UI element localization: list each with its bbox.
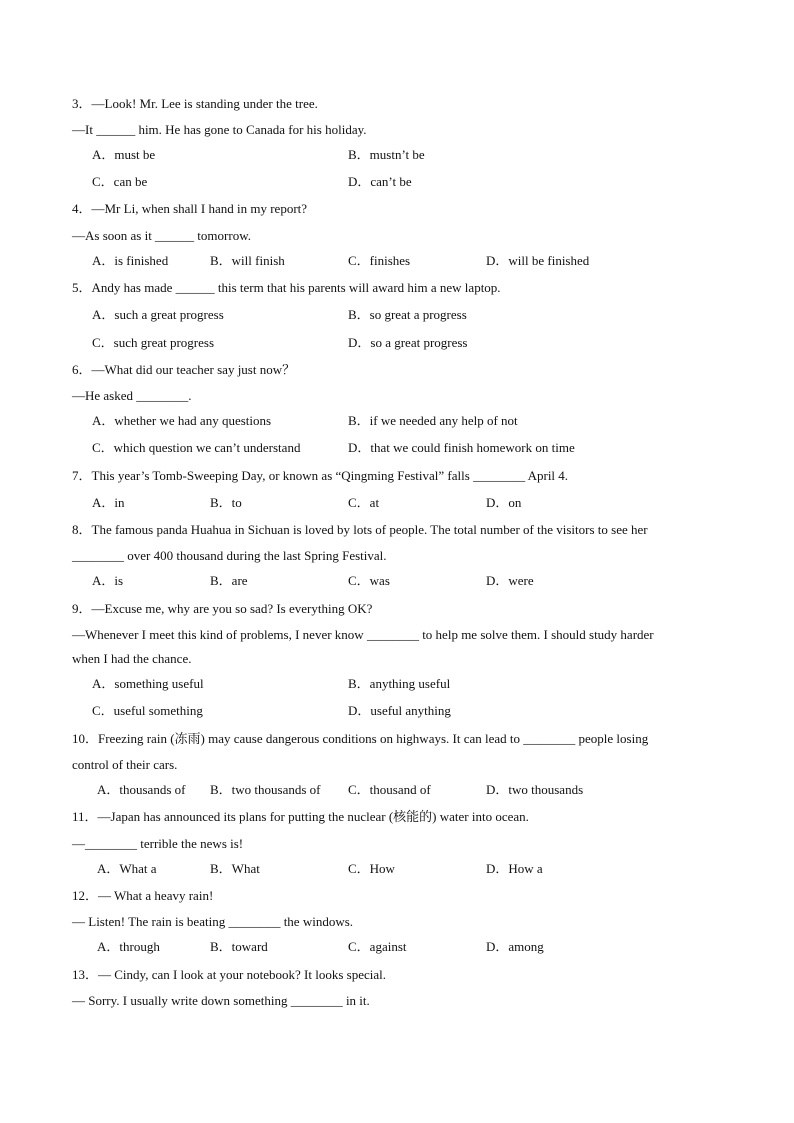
question-stem-line: 6．—What did our teacher say just now？ (72, 362, 296, 377)
option-d[interactable]: D．How a (486, 861, 543, 876)
option-a[interactable]: A．through (97, 939, 160, 954)
option-a[interactable]: A．thousands of (97, 782, 186, 797)
option-d[interactable]: D．were (486, 573, 534, 588)
option-b[interactable]: B．to (210, 495, 242, 510)
option-c[interactable]: C．thousand of (348, 782, 431, 797)
question-stem-line: 3．—Look! Mr. Lee is standing under the tree. (72, 96, 318, 111)
option-b[interactable]: B．toward (210, 939, 268, 954)
option-c[interactable]: C．was (348, 573, 390, 588)
option-d[interactable]: D．useful anything (348, 703, 451, 718)
option-d[interactable]: D．will be finished (486, 253, 590, 268)
option-a[interactable]: A．something useful (92, 676, 204, 691)
option-a[interactable]: A．What a (97, 861, 157, 876)
question-stem-line: —________ terrible the news is! (72, 836, 244, 851)
option-c[interactable]: C．How (348, 861, 395, 876)
question-stem-line: 5．Andy has made ______ this term that his parents will award him a new laptop. (72, 280, 501, 295)
option-c[interactable]: C．useful something (92, 703, 203, 718)
option-a[interactable]: A．is finished (92, 253, 169, 268)
option-b[interactable]: B．mustn’t be (348, 147, 425, 162)
question-stem-line: —It ______ him. He has gone to Canada for his holiday. (72, 122, 367, 137)
question-stem-line: 11．—Japan has announced its plans for putting the nuclear (核能的) water into ocean. (72, 809, 529, 824)
question-stem-line: 13．— Cindy, can I look at your notebook? It looks special. (72, 967, 386, 982)
question-stem-line: 8．The famous panda Huahua in Sichuan is loved by lots of people. The total number of the visitors to see her (72, 522, 648, 537)
question-stem-line: 10．Freezing rain (冻雨) may cause dangerous conditions on highways. It can lead to ________ people losing (72, 731, 649, 746)
question-stem-line: ________ over 400 thousand during the last Spring Festival. (72, 548, 387, 563)
option-c[interactable]: C．at (348, 495, 380, 510)
option-c[interactable]: C．such great progress (92, 335, 215, 350)
question-stem-line: 4．—Mr Li, when shall I hand in my report? (72, 201, 308, 216)
option-b[interactable]: B．What (210, 861, 260, 876)
option-a[interactable]: A．in (92, 495, 125, 510)
question-stem-line: control of their cars. (72, 757, 178, 772)
option-a[interactable]: A．is (92, 573, 124, 588)
option-a[interactable]: A．such a great progress (92, 307, 224, 322)
question-stem-line: —He asked ________. (72, 388, 192, 403)
option-b[interactable]: B．anything useful (348, 676, 451, 691)
question-stem-line: — Sorry. I usually write down something ________ in it. (72, 993, 370, 1008)
question-stem-line: 7．This year’s Tomb-Sweeping Day, or known as “Qingming Festival” falls ________ April 4. (72, 468, 569, 483)
option-a[interactable]: A．whether we had any questions (92, 413, 272, 428)
option-d[interactable]: D．so a great progress (348, 335, 468, 350)
question-stem-line: —Whenever I meet this kind of problems, I never know ________ to help me solve them. I should study harder (72, 627, 654, 642)
question-stem-line: — Listen! The rain is beating ________ the windows. (72, 914, 354, 929)
option-d[interactable]: D．on (486, 495, 522, 510)
question-stem-line: 12．— What a heavy rain! (72, 888, 214, 903)
option-b[interactable]: B．are (210, 573, 248, 588)
question-stem-line: 9．—Excuse me, why are you so sad? Is everything OK? (72, 601, 373, 616)
option-b[interactable]: B．so great a progress (348, 307, 467, 322)
option-b[interactable]: B．if we needed any help of not (348, 413, 518, 428)
option-d[interactable]: D．that we could finish homework on time (348, 440, 575, 455)
option-c[interactable]: C．can be (92, 174, 148, 189)
option-c[interactable]: C．which question we can’t understand (92, 440, 301, 455)
option-c[interactable]: C．against (348, 939, 407, 954)
option-d[interactable]: D．among (486, 939, 544, 954)
question-stem-line: when I had the chance. (72, 651, 192, 666)
option-a[interactable]: A．must be (92, 147, 156, 162)
question-stem-line: —As soon as it ______ tomorrow. (72, 228, 251, 243)
option-d[interactable]: D．two thousands (486, 782, 584, 797)
option-c[interactable]: C．finishes (348, 253, 411, 268)
option-b[interactable]: B．will finish (210, 253, 285, 268)
option-d[interactable]: D．can’t be (348, 174, 412, 189)
option-b[interactable]: B．two thousands of (210, 782, 321, 797)
